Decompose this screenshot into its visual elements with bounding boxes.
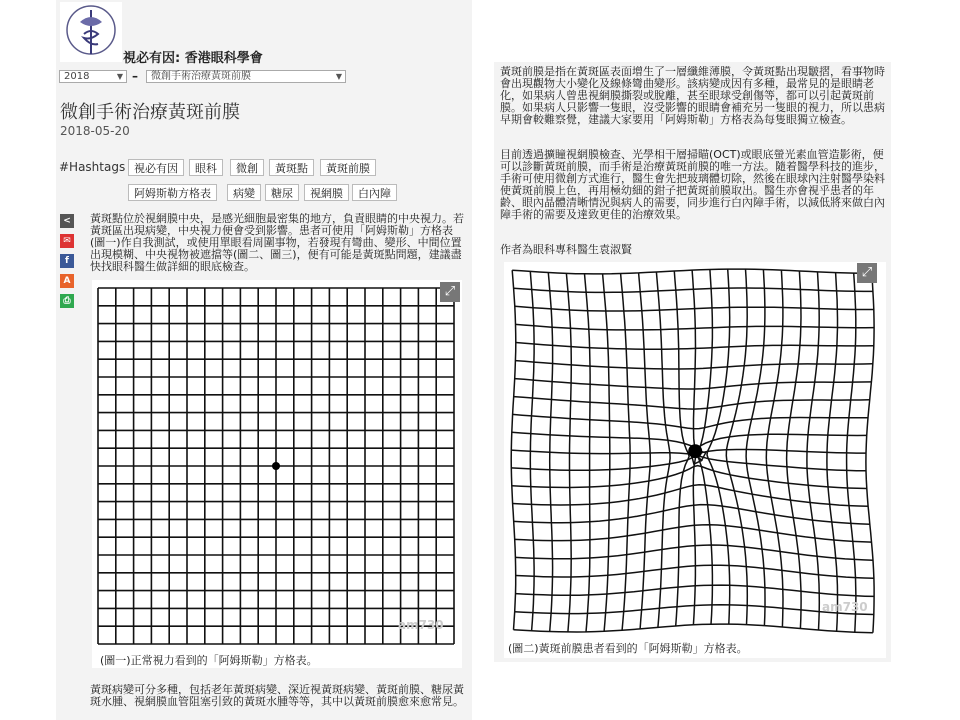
grid-line [766, 270, 783, 627]
amsler-grid-distorted [504, 262, 886, 658]
right-paragraph-2: 目前透過擴瞳視網膜檢查、光學相干層掃瞄(OCT)或眼底螢光素血管造影術，便可以診斷黃斑前膜，而手術是治療黃斑前膜的唯一方法。隨着醫學科技的進步，手術可使用微創方式進行，醫生會先把玻璃體切除，然後在眼球內注射醫學染料使黃斑前膜上色，再用極幼細的鉗子把黃斑前膜取出。醫生亦會視乎患者的年齡、眼內晶體清晰情況與病人的需要，同步進行白內障手術，以減低將來做白內障手術的需要及達致更佳的治療效果。 [500, 149, 885, 221]
font-size-icon[interactable]: A [60, 274, 74, 288]
grid-line [515, 379, 872, 389]
hashtag-chip[interactable]: 眼科 [189, 159, 223, 176]
grid-line [514, 397, 870, 410]
hashtag-chip[interactable]: 黃斑前膜 [320, 159, 376, 176]
grid-line [512, 432, 867, 447]
grid-line [513, 414, 868, 428]
right-article-panel [494, 62, 891, 662]
year-select[interactable] [59, 70, 127, 83]
hashtags-label: #Hashtags [59, 160, 126, 174]
site-title: 視必有因: 香港眼科學會 [123, 51, 263, 66]
normal-grid-svg [92, 280, 462, 668]
fixation-dot [272, 462, 280, 470]
grid-line [746, 270, 765, 626]
article-select-value: 微創手術治療黃斑前膜 [151, 71, 251, 82]
amsler-grid-normal [92, 280, 462, 668]
expand-icon[interactable]: ⤢ [440, 282, 460, 302]
grid-line [514, 505, 870, 525]
grid-line [674, 271, 689, 626]
article-date: 2018-05-20 [60, 124, 130, 138]
year-select-value: 2018 [64, 71, 90, 82]
select-separator: – [132, 69, 138, 83]
left-paragraph-2: 黃斑病變可分多種，包括老年黃斑病變、深近視黃斑病變、黃斑前膜、糖尿黃斑水腫、視網膜血管阻塞引致的黃斑水腫等等，其中以黃斑前膜愈來愈常見。 [90, 684, 464, 708]
grid-line [515, 545, 873, 560]
page-title: 微創手術治療黃斑前膜 [60, 102, 240, 123]
left-article-panel [56, 0, 472, 720]
article-select[interactable] [146, 70, 346, 83]
society-logo [60, 2, 122, 62]
hashtag-chip[interactable]: 視網膜 [304, 184, 349, 201]
hashtag-chip[interactable]: 阿姆斯勒方格表 [128, 184, 217, 201]
hashtag-chip[interactable]: 視必有因 [128, 159, 184, 176]
grid-line [639, 273, 651, 629]
share-icon[interactable]: < [60, 214, 74, 228]
grid-line [515, 361, 872, 369]
hashtag-chip[interactable]: 黃斑點 [269, 159, 314, 176]
image-watermark: am730 [822, 600, 868, 614]
chevron-down-icon: ▼ [335, 72, 342, 81]
right-paragraph-1: 黃斑前膜是指在黃斑區表面增生了一層纖維薄膜，令黃斑點出現皺摺，看事物時會出現觀物大小變化及線條彎曲變形。該病變成因有多種，最常見的是眼睛老化，如果病人曾患視網膜撕裂或脫離，甚至眼球受創傷等，都可以引起黃斑前膜。如果病人只影響一隻眼，沒受影響的眼睛會補充另一隻眼的視力，所以患病早期會較難察覺，建議大家要用「阿姆斯勒」方格表為每隻眼獨立檢查。 [500, 66, 885, 126]
grid-line [603, 274, 610, 631]
figure-2-caption: (圖二)黃斑前膜患者看到的「阿姆斯勒」方格表。 [508, 642, 748, 655]
image-watermark: am730 [398, 618, 444, 632]
grid-line [621, 274, 631, 631]
grid-line [787, 271, 802, 629]
hashtag-chip[interactable]: 糖尿 [265, 184, 299, 201]
chevron-down-icon: ▼ [116, 72, 123, 81]
grid-line [515, 525, 872, 542]
fixation-dot [688, 444, 702, 458]
figure-1-caption: (圖一)正常視力看到的「阿姆斯勒」方格表。 [100, 654, 318, 667]
email-icon[interactable]: ✉ [60, 234, 74, 248]
distorted-grid-svg [504, 262, 886, 658]
hashtag-chip[interactable]: 病變 [227, 184, 261, 201]
grid-line [707, 269, 730, 624]
author-credit: 作者為眼科專科醫生袁淑賢 [500, 243, 632, 256]
hashtag-chip[interactable]: 微創 [230, 159, 264, 176]
grid-line [656, 272, 670, 627]
print-icon[interactable]: ⎙ [60, 294, 74, 308]
expand-icon[interactable]: ⤢ [857, 263, 877, 283]
left-paragraph-1: 黃斑點位於視網膜中央，是感光細胞最密集的地方，負責眼睛的中央視力。若黃斑區出現病變，中央視力便會受到影響。患者可使用「阿姆斯勒」方格表(圖一)作自我測試，或使用單眼看周圍事物，若發現有彎曲、變形、中間位置出現模糊、中央視物被遮擋等(圖二、圖三)，便有可能是黃斑點問題，建議盡快找眼科醫生做詳細的眼底檢查。 [90, 213, 464, 273]
facebook-icon[interactable]: f [60, 254, 74, 268]
hashtag-chip[interactable]: 白內障 [352, 184, 397, 201]
